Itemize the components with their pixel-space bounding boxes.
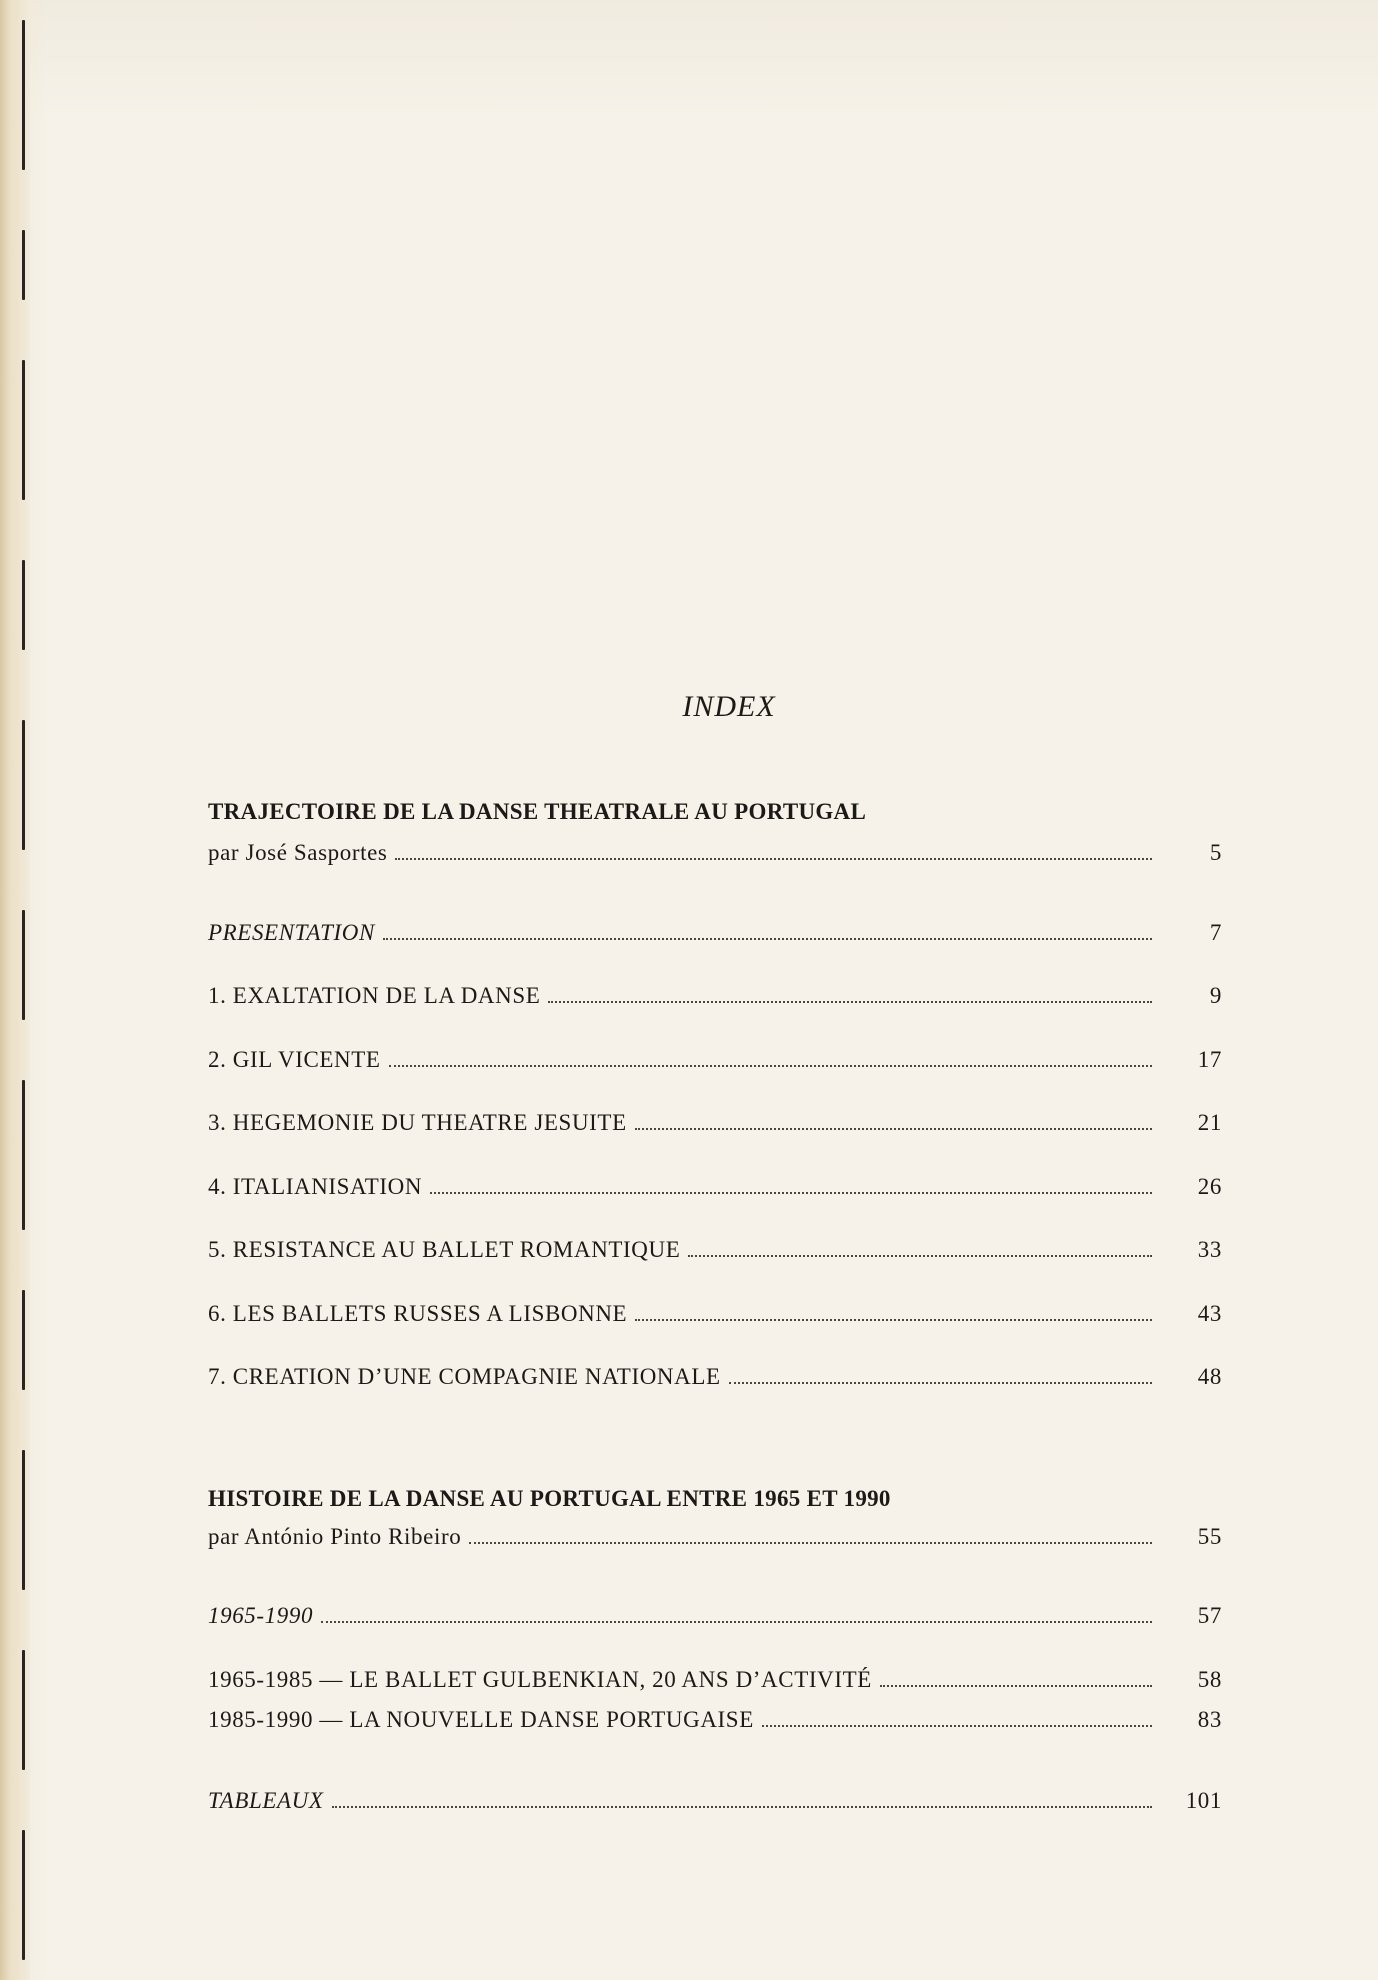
index-title: INDEX bbox=[682, 690, 776, 723]
dot-leader bbox=[880, 1685, 1152, 1687]
binding-stitch bbox=[22, 360, 25, 500]
page-number: 101 bbox=[1185, 1788, 1222, 1813]
author-row bbox=[208, 1524, 1222, 1558]
page-number: 7 bbox=[1209, 920, 1222, 945]
toc-entry bbox=[208, 1110, 1222, 1144]
entry-title: TABLEAUX bbox=[208, 1788, 324, 1813]
toc-entry bbox=[208, 1603, 1222, 1637]
page-number: 43 bbox=[1197, 1301, 1222, 1326]
entry-title: 1985-1990 — LA NOUVELLE DANSE PORTUGAISE bbox=[208, 1707, 754, 1732]
section-heading: HISTOIRE DE LA DANSE AU PORTUGAL ENTRE 1965 ET 1990 bbox=[208, 1486, 891, 1511]
binding-stitch bbox=[22, 560, 25, 650]
entry-title: 1965-1990 bbox=[208, 1603, 314, 1628]
author-row bbox=[208, 840, 1222, 874]
dot-leader bbox=[635, 1128, 1152, 1130]
binding-stitch bbox=[22, 1830, 25, 1960]
toc-entry bbox=[208, 1667, 1222, 1701]
binding-stitch bbox=[22, 1080, 25, 1230]
dot-leader bbox=[548, 1001, 1152, 1003]
dot-leader bbox=[762, 1725, 1152, 1727]
entry-title: 1965-1985 — LE BALLET GULBENKIAN, 20 ANS D’ACTIVITÉ bbox=[208, 1667, 872, 1692]
toc-entry bbox=[208, 920, 1222, 954]
page-number: 21 bbox=[1197, 1110, 1222, 1135]
dot-leader bbox=[729, 1382, 1152, 1384]
entry-title: 4. ITALIANISATION bbox=[208, 1174, 423, 1199]
entry-title: 7. CREATION D’UNE COMPAGNIE NATIONALE bbox=[208, 1364, 721, 1389]
binding-stitch bbox=[22, 1290, 25, 1390]
dot-leader bbox=[635, 1319, 1152, 1321]
page-number: 83 bbox=[1197, 1707, 1222, 1732]
binding-stitch bbox=[22, 1450, 25, 1590]
toc-entry bbox=[208, 1174, 1222, 1208]
dot-leader bbox=[688, 1255, 1152, 1257]
dot-leader bbox=[395, 858, 1152, 860]
toc-entry bbox=[208, 1047, 1222, 1081]
dot-leader bbox=[469, 1542, 1152, 1544]
dot-leader bbox=[383, 938, 1152, 940]
page-number: 58 bbox=[1197, 1667, 1222, 1692]
page-number: 5 bbox=[1209, 840, 1222, 865]
page-number: 33 bbox=[1197, 1237, 1222, 1262]
dot-leader bbox=[321, 1621, 1152, 1623]
page-number: 26 bbox=[1197, 1174, 1222, 1199]
binding-stitch bbox=[22, 230, 25, 300]
page-binding-edge bbox=[0, 0, 30, 1980]
toc-entry bbox=[208, 1301, 1222, 1335]
entry-title: 6. LES BALLETS RUSSES A LISBONNE bbox=[208, 1301, 628, 1326]
binding-stitch bbox=[22, 20, 25, 170]
entry-title: 3. HEGEMONIE DU THEATRE JESUITE bbox=[208, 1110, 627, 1135]
page-number: 55 bbox=[1197, 1524, 1222, 1549]
page-number: 17 bbox=[1197, 1047, 1222, 1072]
binding-stitch bbox=[22, 910, 25, 1020]
toc-entry bbox=[208, 983, 1222, 1017]
toc-entry bbox=[208, 1237, 1222, 1271]
dot-leader bbox=[389, 1065, 1152, 1067]
dot-leader bbox=[430, 1192, 1152, 1194]
toc-entry bbox=[208, 1707, 1222, 1741]
entry-title: 1. EXALTATION DE LA DANSE bbox=[208, 983, 541, 1008]
entry-title: 5. RESISTANCE AU BALLET ROMANTIQUE bbox=[208, 1237, 681, 1262]
page-number: 57 bbox=[1197, 1603, 1222, 1628]
section-heading: TRAJECTOIRE DE LA DANSE THEATRALE AU PORTUGAL bbox=[208, 799, 867, 824]
binding-stitch bbox=[22, 1650, 25, 1770]
entry-title: PRESENTATION bbox=[208, 920, 375, 945]
page-number: 9 bbox=[1209, 983, 1222, 1008]
toc-entry bbox=[208, 1364, 1222, 1398]
entry-title: 2. GIL VICENTE bbox=[208, 1047, 381, 1072]
page-number: 48 bbox=[1197, 1364, 1222, 1389]
dot-leader bbox=[332, 1806, 1152, 1808]
author-name: par José Sasportes bbox=[208, 840, 388, 865]
binding-stitch bbox=[22, 720, 25, 850]
toc-entry-tableaux bbox=[208, 1788, 1222, 1822]
author-name: par António Pinto Ribeiro bbox=[208, 1524, 462, 1549]
